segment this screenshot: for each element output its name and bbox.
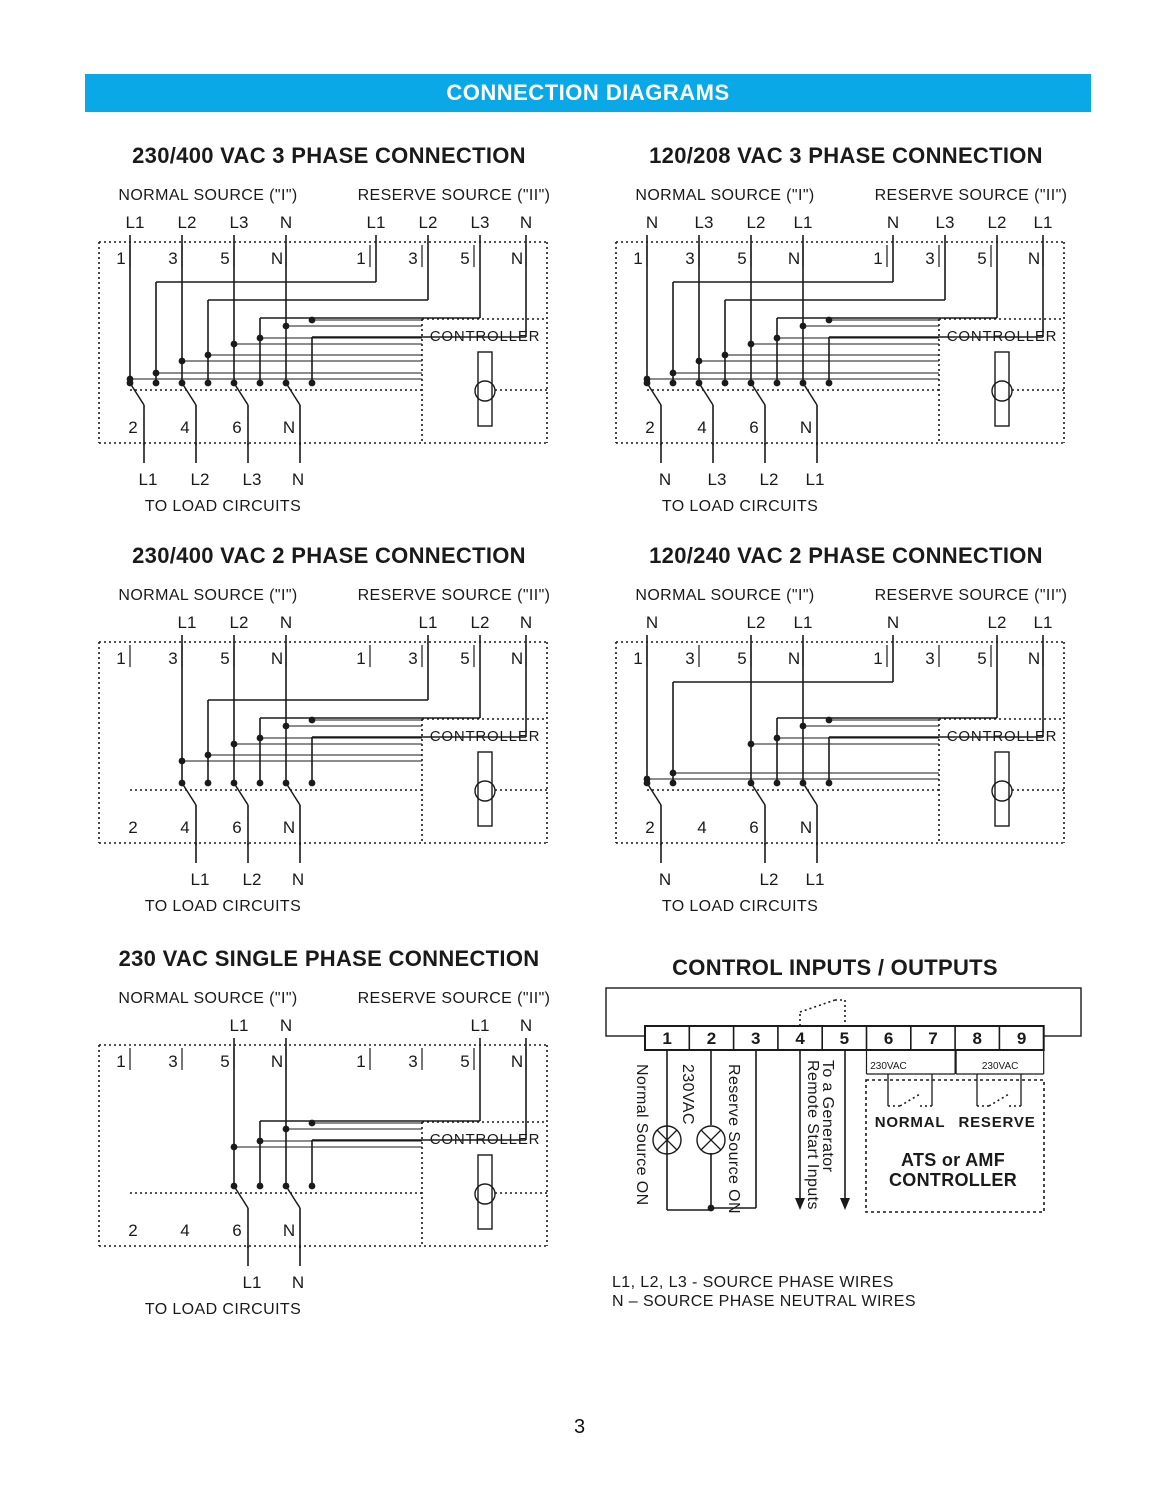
normal-phase-label: L3 xyxy=(229,213,249,232)
top-terminal-number: 5 xyxy=(220,249,230,268)
top-terminal-number: N xyxy=(510,649,524,668)
top-terminal-number: 3 xyxy=(685,649,695,668)
bottom-terminal-number: 4 xyxy=(697,418,707,437)
bottom-terminal-number: 6 xyxy=(232,1221,242,1240)
reserve-phase-label: L1 xyxy=(1033,213,1053,232)
page-number: 3 xyxy=(573,1416,586,1438)
load-phase-label: L1 xyxy=(805,870,825,889)
wiring-diagram-1 xyxy=(99,143,550,515)
legend-line-1: L1, L2, L3 - SOURCE PHASE WIRES xyxy=(612,1274,894,1291)
normal-phase-label: L2 xyxy=(177,213,197,232)
vac-small-label: 230VAC xyxy=(981,1061,1019,1072)
top-terminal-number: 1 xyxy=(356,1052,366,1071)
normal-contact-label: NORMAL xyxy=(874,1114,946,1131)
normal-phase-label: L1 xyxy=(125,213,145,232)
top-terminal-number: 3 xyxy=(925,249,935,268)
control-terminal-number: 1 xyxy=(662,1029,672,1048)
bottom-terminal-number: 2 xyxy=(128,418,138,437)
bottom-terminal-number: 6 xyxy=(232,818,242,837)
top-terminal-number: 3 xyxy=(408,649,418,668)
controller-label: CONTROLLER xyxy=(429,728,541,745)
load-phase-label: N xyxy=(291,870,305,889)
reserve-phase-label: L1 xyxy=(1033,613,1053,632)
normal-phase-label: L3 xyxy=(694,213,714,232)
load-phase-label: L2 xyxy=(242,870,262,889)
bottom-terminal-number: 2 xyxy=(645,418,655,437)
normal-phase-label: L1 xyxy=(177,613,197,632)
top-terminal-number: 5 xyxy=(977,649,987,668)
reserve-phase-label: N xyxy=(519,613,533,632)
controller-actuator xyxy=(478,752,492,826)
top-terminal-number: N xyxy=(787,249,801,268)
top-terminal-number: 3 xyxy=(408,249,418,268)
bottom-terminal-number: N xyxy=(799,418,813,437)
top-terminal-number: 3 xyxy=(408,1052,418,1071)
diagram-title: 230/400 VAC 2 PHASE CONNECTION xyxy=(132,543,526,568)
control-terminal-number: 5 xyxy=(839,1029,850,1048)
top-terminal-number: N xyxy=(787,649,801,668)
top-terminal-number: 5 xyxy=(460,649,470,668)
top-terminal-number: N xyxy=(270,649,284,668)
to-load-label: TO LOAD CIRCUITS xyxy=(661,898,819,915)
controller-label: CONTROLLER xyxy=(429,328,541,345)
reserve-phase-label: N xyxy=(886,213,900,232)
reserve-source-label: RESERVE SOURCE ("II") xyxy=(874,187,1068,204)
normal-source-label: NORMAL SOURCE ("I") xyxy=(118,587,298,604)
reserve-phase-label: N xyxy=(519,1016,533,1035)
reserve-phase-label: L3 xyxy=(935,213,955,232)
reserve-phase-label: N xyxy=(886,613,900,632)
control-terminal-number: 7 xyxy=(928,1029,938,1048)
load-phase-label: L2 xyxy=(759,470,779,489)
load-phase-label: L2 xyxy=(190,470,210,489)
load-phase-label: N xyxy=(658,470,672,489)
bottom-terminal-number: N xyxy=(282,818,296,837)
top-terminal-number: 1 xyxy=(873,249,883,268)
normal-phase-label: N xyxy=(645,213,659,232)
normal-source-label: NORMAL SOURCE ("I") xyxy=(635,187,815,204)
top-terminal-number: 5 xyxy=(220,1052,230,1071)
normal-phase-label: L1 xyxy=(793,613,813,632)
load-phase-label: N xyxy=(291,470,305,489)
top-terminal-number: N xyxy=(510,249,524,268)
bottom-terminal-number: 6 xyxy=(749,818,759,837)
normal-source-label: NORMAL SOURCE ("I") xyxy=(118,990,298,1007)
top-terminal-number: 3 xyxy=(168,249,178,268)
control-terminal-number: 4 xyxy=(795,1029,805,1048)
diagram-title: 230 VAC SINGLE PHASE CONNECTION xyxy=(118,946,540,971)
top-terminal-number: 5 xyxy=(737,249,747,268)
remote-start-label: Remote Start Inputs xyxy=(804,1060,821,1210)
normal-source-label: NORMAL SOURCE ("I") xyxy=(118,187,298,204)
to-load-label: TO LOAD CIRCUITS xyxy=(144,1301,302,1318)
reserve-phase-label: L3 xyxy=(470,213,490,232)
normal-source-label: NORMAL SOURCE ("I") xyxy=(635,587,815,604)
ats-controller-line1: ATS or AMF xyxy=(901,1150,1005,1170)
control-terminal-number: 8 xyxy=(972,1029,982,1048)
to-generator-label: To a Generator xyxy=(819,1060,836,1173)
normal-source-on-label: Normal Source ON xyxy=(633,1064,650,1206)
bottom-terminal-number: 2 xyxy=(128,1221,138,1240)
normal-phase-label: L2 xyxy=(229,613,249,632)
reserve-source-on-label: Reserve Source ON xyxy=(725,1064,742,1214)
ats-controller-line2: CONTROLLER xyxy=(889,1170,1017,1190)
control-title: CONTROL INPUTS / OUTPUTS xyxy=(672,955,998,980)
top-terminal-number: N xyxy=(1027,649,1041,668)
bottom-terminal-number: 2 xyxy=(128,818,138,837)
diagram-title: 120/208 VAC 3 PHASE CONNECTION xyxy=(649,143,1043,168)
normal-phase-label: N xyxy=(645,613,659,632)
wiring-diagram-4 xyxy=(616,543,1067,915)
control-terminal-number: 9 xyxy=(1016,1029,1027,1048)
load-phase-label: L1 xyxy=(805,470,825,489)
bottom-terminal-number: N xyxy=(799,818,813,837)
vac-small-label: 230VAC xyxy=(870,1061,907,1072)
wiring-diagram-5 xyxy=(99,946,550,1318)
controller-actuator xyxy=(995,352,1009,426)
control-terminal-number: 3 xyxy=(751,1029,761,1048)
top-terminal-number: N xyxy=(510,1052,524,1071)
normal-phase-label: L2 xyxy=(746,213,766,232)
top-terminal-number: 5 xyxy=(460,1052,470,1071)
top-terminal-number: 1 xyxy=(356,249,366,268)
bottom-terminal-number: 2 xyxy=(645,818,655,837)
bottom-terminal-number: 6 xyxy=(749,418,759,437)
top-terminal-number: 3 xyxy=(168,1052,178,1071)
load-phase-label: L3 xyxy=(242,470,262,489)
reserve-phase-label: L2 xyxy=(470,613,490,632)
legend-line-2: N – SOURCE PHASE NEUTRAL WIRES xyxy=(612,1293,916,1310)
vac-label: 230VAC xyxy=(679,1064,696,1125)
top-terminal-number: 1 xyxy=(633,249,643,268)
controller-actuator xyxy=(478,352,492,426)
reserve-source-label: RESERVE SOURCE ("II") xyxy=(357,187,551,204)
reserve-phase-label: L2 xyxy=(987,213,1007,232)
top-terminal-number: 1 xyxy=(116,249,126,268)
bottom-terminal-number: 4 xyxy=(180,418,190,437)
top-terminal-number: 1 xyxy=(116,1052,126,1071)
wiring-diagram-2 xyxy=(616,143,1067,515)
bottom-terminal-number: N xyxy=(282,418,296,437)
bottom-terminal-number: N xyxy=(282,1221,296,1240)
reserve-phase-label: N xyxy=(519,213,533,232)
reserve-source-label: RESERVE SOURCE ("II") xyxy=(357,990,551,1007)
load-phase-label: N xyxy=(291,1273,305,1292)
to-load-label: TO LOAD CIRCUITS xyxy=(661,498,819,515)
control-io-diagram xyxy=(606,955,1081,1310)
load-phase-label: L2 xyxy=(759,870,779,889)
to-load-label: TO LOAD CIRCUITS xyxy=(144,498,302,515)
diagram-title: 230/400 VAC 3 PHASE CONNECTION xyxy=(132,143,526,168)
reserve-source-label: RESERVE SOURCE ("II") xyxy=(357,587,551,604)
top-terminal-number: N xyxy=(270,1052,284,1071)
control-terminal-number: 6 xyxy=(883,1029,894,1048)
controller-label: CONTROLLER xyxy=(946,728,1058,745)
top-terminal-number: 3 xyxy=(925,649,935,668)
controller-actuator xyxy=(995,752,1009,826)
reserve-phase-label: L2 xyxy=(418,213,438,232)
top-terminal-number: 3 xyxy=(685,249,695,268)
top-terminal-number: 1 xyxy=(356,649,366,668)
wiring-diagram-3 xyxy=(99,543,550,915)
section-title: CONNECTION DIAGRAMS xyxy=(446,80,730,105)
load-phase-label: L1 xyxy=(190,870,210,889)
reserve-phase-label: L1 xyxy=(366,213,386,232)
top-terminal-number: 1 xyxy=(633,649,643,668)
top-terminal-number: 5 xyxy=(737,649,747,668)
top-terminal-number: 5 xyxy=(460,249,470,268)
bottom-terminal-number: 4 xyxy=(180,818,190,837)
reserve-phase-label: L2 xyxy=(987,613,1007,632)
load-phase-label: N xyxy=(658,870,672,889)
controller-actuator xyxy=(478,1155,492,1229)
top-terminal-number: 1 xyxy=(116,649,126,668)
normal-phase-label: N xyxy=(279,613,293,632)
bottom-terminal-number: 4 xyxy=(697,818,707,837)
reserve-contact-label: RESERVE xyxy=(958,1114,1036,1131)
reserve-phase-label: L1 xyxy=(470,1016,490,1035)
reserve-phase-label: L1 xyxy=(418,613,438,632)
normal-phase-label: L1 xyxy=(793,213,813,232)
diagram-title: 120/240 VAC 2 PHASE CONNECTION xyxy=(649,543,1043,568)
top-terminal-number: 5 xyxy=(220,649,230,668)
top-terminal-number: N xyxy=(270,249,284,268)
load-phase-label: L3 xyxy=(707,470,727,489)
top-terminal-number: N xyxy=(1027,249,1041,268)
top-terminal-number: 1 xyxy=(873,649,883,668)
load-phase-label: L1 xyxy=(138,470,158,489)
normal-phase-label: N xyxy=(279,213,293,232)
top-terminal-number: 5 xyxy=(977,249,987,268)
normal-phase-label: N xyxy=(279,1016,293,1035)
to-load-label: TO LOAD CIRCUITS xyxy=(144,898,302,915)
bottom-terminal-number: 4 xyxy=(180,1221,190,1240)
control-terminal-number: 2 xyxy=(706,1029,717,1048)
normal-phase-label: L1 xyxy=(229,1016,249,1035)
bottom-terminal-number: 6 xyxy=(232,418,242,437)
load-phase-label: L1 xyxy=(242,1273,262,1292)
normal-phase-label: L2 xyxy=(746,613,766,632)
controller-label: CONTROLLER xyxy=(946,328,1058,345)
reserve-source-label: RESERVE SOURCE ("II") xyxy=(874,587,1068,604)
controller-label: CONTROLLER xyxy=(429,1131,541,1148)
top-terminal-number: 3 xyxy=(168,649,178,668)
